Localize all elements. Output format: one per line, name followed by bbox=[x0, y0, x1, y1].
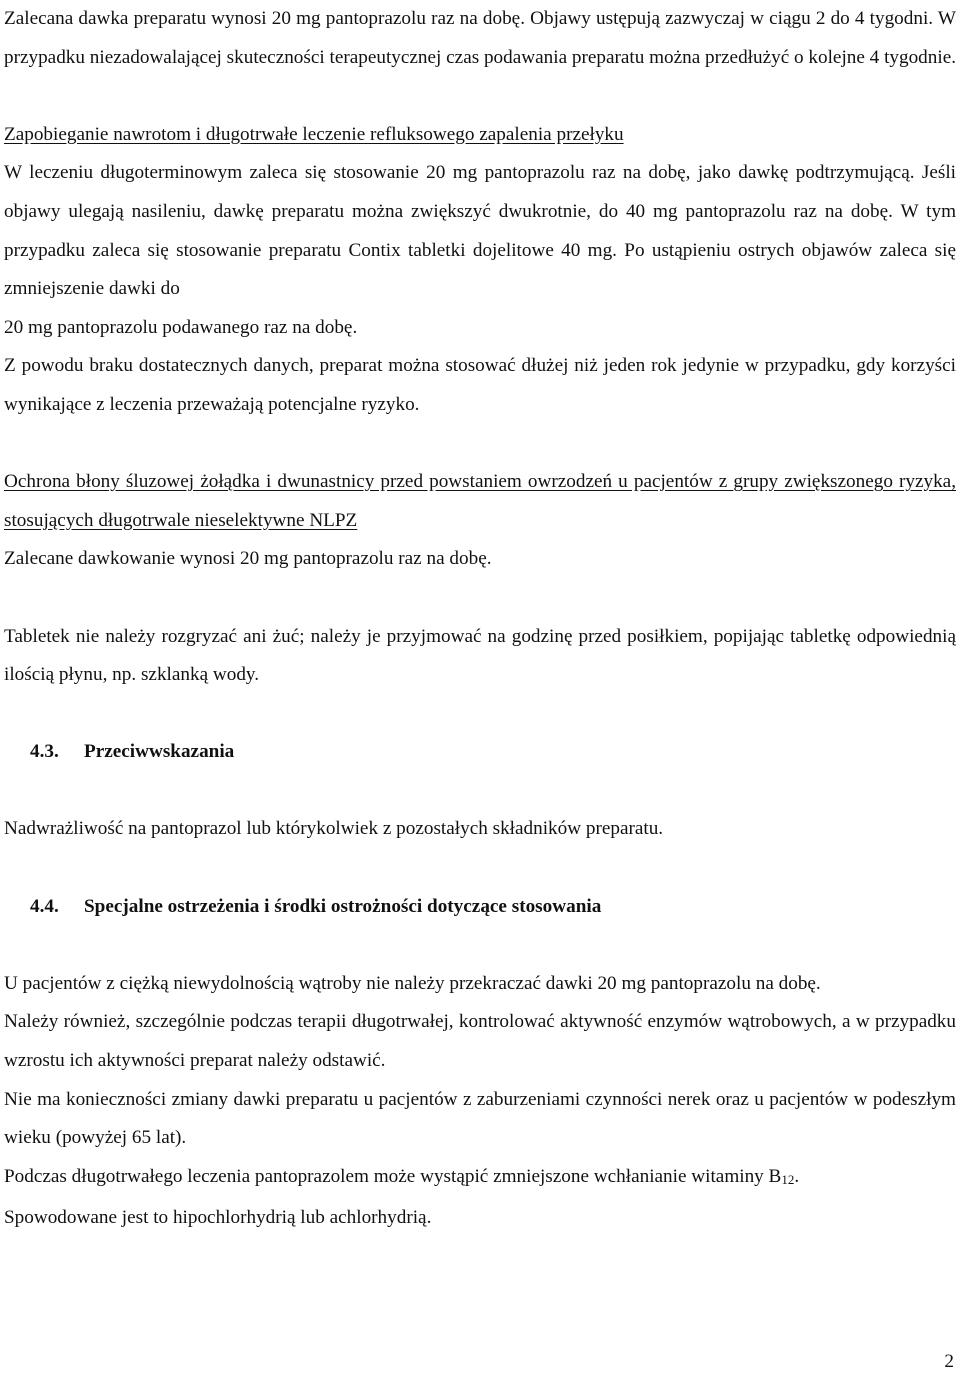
page-number: 2 bbox=[944, 1351, 954, 1372]
vitamin-b12-text: Podczas długotrwałego leczenia pantoprazolem może wystąpić zmniejszone wchłanianie witaminy B bbox=[4, 1165, 782, 1187]
contraindications-heading bbox=[4, 733, 956, 772]
nsaid-dosage-paragraph: Zalecane dawkowanie wynosi 20 mg pantoprazolu raz na dobę. bbox=[4, 548, 492, 570]
tablet-administration-paragraph: Tabletek nie należy rozgryzać ani żuć; należy je przyjmować na godzinę przed posiłkiem, popijając tabletkę odpowiednią ilością płynu, np. szklanką wody. bbox=[4, 625, 956, 686]
reflux-section-title: Zapobieganie nawrotom i długotrwałe leczenie refluksowego zapalenia przełyku bbox=[4, 123, 624, 145]
warnings-heading bbox=[4, 888, 956, 927]
reflux-maintenance-paragraph: W leczeniu długoterminowym zaleca się stosowanie 20 mg pantoprazolu raz na dobę, jako dawkę podtrzymującą. Jeśli objawy ulegają nasileniu, dawkę preparatu można zwiększyć dwukrotnie, do 40 mg pantoprazolu raz na dobę. W tym przypadku zaleca się stosowanie preparatu Contix tabletki dojelitowe 40 mg. Po ustąpieniu ostrych objawów zaleca się zmniejszenie dawki do bbox=[4, 162, 956, 300]
dosage-paragraph: Zalecana dawka preparatu wynosi 20 mg pantoprazolu raz na dobę. Objawy ustępują zazwyczaj w ciągu 2 do 4 tygodni. W przypadku niezadowalającej skuteczności terapeutycznej czas podawania preparatu można przedłużyć o kolejne 4 tygodnie. bbox=[4, 8, 957, 68]
section-title: Specjalne ostrzeżenia i środki ostrożności dotyczące stosowania bbox=[84, 895, 602, 917]
contraindications-paragraph: Nadwrażliwość na pantoprazol lub którykolwiek z pozostałych składników preparatu. bbox=[4, 818, 664, 840]
reflux-maintenance-dose-line: 20 mg pantoprazolu podawanego raz na dobę. bbox=[4, 316, 358, 338]
vitamin-b12-paragraph bbox=[4, 1158, 956, 1200]
hypochlorhydria-paragraph: Spowodowane jest to hipochlorhydrią lub achlorhydrią. bbox=[4, 1207, 432, 1229]
vitamin-b12-period: . bbox=[794, 1165, 800, 1187]
hepatic-impairment-paragraph: U pacjentów z ciężką niewydolnością wątroby nie należy przekraczać dawki 20 mg pantoprazolu na dobę. bbox=[4, 972, 821, 994]
document-page bbox=[4, 0, 956, 1238]
reflux-duration-paragraph: Z powodu braku dostatecznych danych, preparat można stosować dłużej niż jeden rok jedynie w przypadku, gdy korzyści wynikające z leczenia przeważają potencjalne ryzyko. bbox=[4, 355, 956, 415]
section-number: 4.4. bbox=[30, 895, 59, 917]
section-number: 4.3. bbox=[30, 741, 59, 763]
section-title: Przeciwwskazania bbox=[84, 741, 235, 763]
vitamin-b12-subscript: 12 bbox=[781, 1171, 795, 1187]
nsaid-section-title: Ochrona błony śluzowej żołądka i dwunastnicy przed powstaniem owrzodzeń u pacjentów z grupy zwiększonego ryzyka, stosujących długotrwale nieselektywne NLPZ bbox=[4, 471, 956, 531]
renal-elderly-paragraph: Nie ma konieczności zmiany dawki preparatu u pacjentów z zaburzeniami czynności nerek oraz u pacjentów w podeszłym wieku (powyżej 65 lat). bbox=[4, 1088, 956, 1149]
liver-enzymes-paragraph: Należy również, szczególnie podczas terapii długotrwałej, kontrolować aktywność enzymów wątrobowych, a w przypadku wzrostu ich aktywności preparat należy odstawić. bbox=[4, 1011, 956, 1072]
